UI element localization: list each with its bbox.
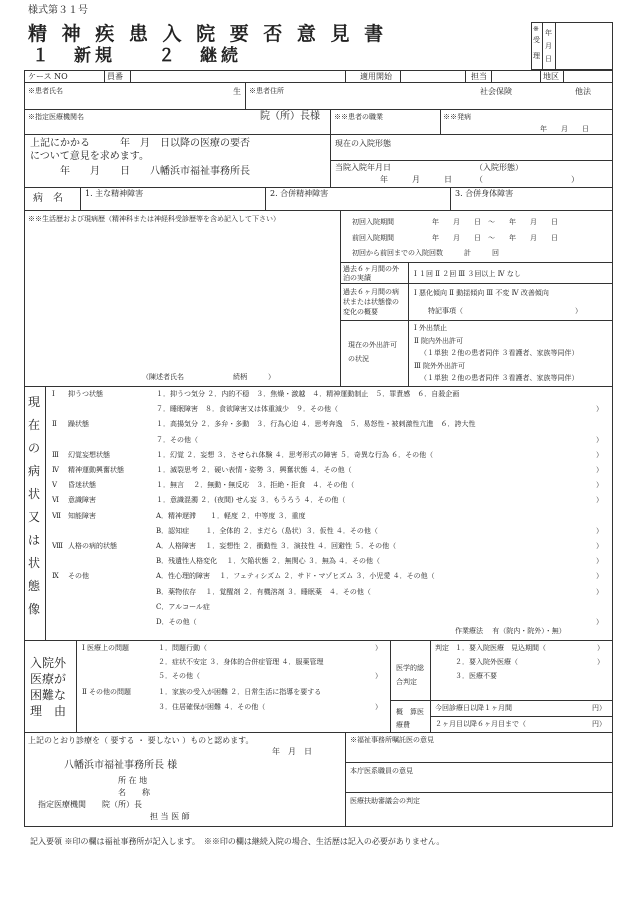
stay6-label: 過去６ヶ月間の外泊の実績: [343, 265, 399, 282]
current-admission-form: 現在の入院形態: [335, 139, 391, 148]
condition-category: 躁状態: [68, 420, 89, 428]
condition-number: Ⅰ: [52, 390, 55, 398]
condition-number: Ⅸ: [52, 572, 59, 580]
social-insurance-label: 社会保険: [480, 87, 512, 96]
condition-category: 知能障害: [68, 512, 96, 520]
council-judgement: 医療扶助審議会の判定: [350, 797, 420, 805]
history-label: ※※生活歴および現病歴（精神科または神経科受診歴等を含め記入して下さい）: [28, 215, 280, 223]
need-label-line: 入院外: [30, 656, 67, 670]
director-label: 院（所）長様: [260, 111, 320, 122]
judgement-opt-2-close: ）: [597, 658, 604, 666]
condition-category: 昏迷状態: [68, 481, 96, 489]
doctor-label: 担 当 医 師: [150, 812, 190, 821]
condition-number: Ⅲ: [52, 451, 59, 459]
condition-items: １．意識混濁 ２．(夜間) せん妄 ３．もうろう ４．その他（: [156, 496, 346, 504]
admission-form-paren: （ ）: [475, 175, 579, 184]
condition-close-paren: ）: [596, 557, 603, 565]
condition-items: A．性心理的障害 １．フェティシズム ２．サド・マゾヒズム ３．小児愛 ４．その他（: [156, 572, 435, 580]
receipt-box: [531, 22, 613, 70]
medical-opt-3: ５．その他（: [158, 672, 200, 680]
case-no-label: ケース NO: [28, 72, 68, 81]
hospital-label: ※指定医療機関名: [28, 113, 84, 121]
condition-close-paren: ）: [596, 618, 603, 626]
side-char: の: [28, 441, 41, 455]
condition-number: Ⅳ: [52, 466, 59, 474]
condition-category: 幻覚妄想状態: [68, 451, 110, 459]
judgement-opt-1: １．要入院医療 見込期間（: [455, 644, 546, 652]
addressee: 八幡浜市福祉事務所長 様: [64, 760, 178, 771]
medical-opt-1-close: ）: [375, 644, 382, 652]
condition-items: A．精神遅滞 １．軽度 ２．中等度 ３．重度: [156, 512, 306, 520]
outing-opt-2-detail: （１単独 ２他の患者同伴 ３看護者、家族等同伴）: [420, 349, 579, 357]
condition-close-paren: ）: [596, 481, 603, 489]
condition-number: Ⅱ: [52, 420, 57, 428]
comorbid-physical-label: 3. 合併身体障害: [455, 189, 514, 198]
condition-items: １．高揚気分 ２．多弁・多動 ３．行為心迫 ４．思考奔逸 ５．易怒性・被刺激性亢進 ６．誇大性: [156, 420, 476, 428]
apply-start-label: 適用開始: [360, 72, 392, 81]
diagnosis-statement: 上記のとおり診療を（ 要する ・ 要しない ）ものと認めます。: [28, 736, 254, 745]
address-label: 所 在 地: [118, 776, 148, 785]
first-admission-period: 年 月 日 〜 年 月 日: [432, 218, 558, 226]
condition-items: １．抑うつ気分 ２．内的不穏 ３．焦燥・激越 ４．精神運動制止 ５．罪責感 ６．自殺企画: [156, 390, 460, 398]
condition-items: １．無言 ２．無動・無反応 ３．拒絶・拒食 ４．その他（: [156, 481, 355, 489]
condition-close-paren: ）: [596, 572, 603, 580]
institution-label: 指定医療機関 院（所）長: [38, 800, 142, 809]
form-subtitle: １ 新規 ２ 継続: [32, 46, 242, 66]
need-label-line: 理 由: [30, 704, 67, 718]
side-char: 像: [28, 602, 41, 616]
side-char: 病: [28, 464, 41, 478]
side-char: 現: [28, 395, 41, 409]
receipt-mark: ※: [533, 25, 539, 33]
admission-ymd: 年 月 日: [380, 175, 452, 184]
special-notes: 特記事項（ ）: [428, 307, 582, 315]
cost-1-month: 今回診療日以降１ヶ月間: [435, 704, 512, 712]
condition-close-paren: ）: [596, 466, 603, 474]
prev-admission-period: 年 月 日 〜 年 月 日: [432, 234, 558, 242]
charge-label: 担当: [471, 72, 487, 81]
condition-items: １．幻覚 ２．妄想 ３．させられ体験 ４．思考形式の障害 ５．奇異な行為 ６．その他（: [156, 451, 434, 459]
onset-label: ※※発病: [443, 113, 471, 121]
disease-label: 病 名: [33, 193, 63, 204]
stay6-options: Ⅰ １回 Ⅱ ２回 Ⅲ ３回以上 Ⅳ なし: [414, 270, 521, 278]
cost-2-6-month: ２ヶ月目以降６ヶ月目まで（: [435, 720, 526, 728]
outing-label: 現在の外出許可の状況: [348, 341, 397, 363]
born-label: 生: [233, 87, 241, 96]
condition-items: ７．睡眠障害 ８．食欲障害又は体重減少 ９．その他（: [156, 405, 338, 413]
condition-number: Ⅵ: [52, 496, 60, 504]
consultant-opinion: ※福祉事務所嘱託医の意見: [350, 736, 434, 744]
condition-number: Ⅶ: [52, 512, 62, 520]
side-char: は: [28, 533, 41, 547]
main-disorder-label: 1. 主な精神障害: [85, 189, 144, 198]
office-staff-opinion: 本庁医系職員の意見: [350, 767, 413, 775]
current-condition-side-label: [28, 396, 42, 626]
statement-date: 年 月 日: [272, 747, 312, 756]
outing-opt-3-detail: （１単独 ２他の患者同伴 ３看護者、家族等同伴）: [420, 374, 579, 382]
admission-form-label: （入院形態）: [475, 163, 523, 172]
occupational-therapy: 作業療法 有（院内・院外）・無）: [455, 627, 566, 635]
district-label: 地区: [543, 72, 559, 81]
condition-items: B．残遺性人格変化 １．欠陥状態 ２．無関心 ３．無為 ４．その他（: [156, 557, 381, 565]
condition-items: A．人格障害 １．妄想性 ２．衝動性 ３．演技性 ４．回避性 ５．その他（: [156, 542, 397, 550]
side-char: 又: [28, 510, 41, 524]
condition-number: Ⅷ: [52, 542, 64, 550]
condition-category: 意識障害: [68, 496, 96, 504]
other-opt-1: １．家族の受入が困難 ２．日常生活に指導を要する: [158, 688, 322, 696]
condition-category: 精神運動興奮状態: [68, 466, 124, 474]
condition-close-paren: ）: [596, 405, 603, 413]
condition-items: ７．その他（: [156, 436, 198, 444]
condition-items: B．薬物依存 １．覚醒剤 ２．有機溶剤 ３．睡眠薬 ４．その他（: [156, 588, 371, 596]
side-char: 態: [28, 579, 41, 593]
change6-label: 過去６ヶ月間の病状または状態像の変化の概要: [343, 288, 399, 316]
cost-1-yen: 円）: [592, 704, 606, 712]
patient-name-label: ※患者氏名: [28, 87, 63, 95]
other-law-label: 他法: [575, 87, 591, 96]
other-opt-2-close: ）: [375, 703, 382, 711]
need-label-line: 医療が: [30, 672, 67, 686]
change6-options: Ⅰ 悪化傾向 Ⅱ 動揺傾向 Ⅲ 不変 Ⅳ 改善傾向: [414, 289, 549, 297]
request-line-1: 上記にかかる 年 月 日以降の医療の要否: [30, 138, 250, 149]
judgement-opt-3: ３．医療不要: [455, 672, 497, 680]
condition-close-paren: ）: [596, 451, 603, 459]
cost-2-yen: 円）: [592, 720, 606, 728]
comorbid-mental-label: 2. 合併精神障害: [270, 189, 329, 198]
condition-close-paren: ）: [596, 588, 603, 596]
condition-items: B．認知症 １．全体的 ２．まだら（島状）３．仮性 ４．その他（: [156, 527, 378, 535]
onset-date: 年 月 日: [540, 125, 589, 133]
receipt-label-2: 理: [533, 52, 540, 60]
admission-count: 初回から前回までの入院回数 計 回: [352, 249, 499, 257]
other-opt-2: ３．住居確保が困難 ４．その他（: [158, 703, 266, 711]
outing-opt-3: Ⅲ 院外外出許可: [414, 362, 465, 370]
condition-close-paren: ）: [596, 496, 603, 504]
request-line-2: について意見を求めます。: [30, 151, 149, 162]
cost-label: 概 算医療費: [396, 708, 424, 729]
condition-items: １．滅裂思考 ２．硬い表情・姿勢 ３．興奮状態 ４．その他（: [156, 466, 352, 474]
patient-address-label: ※患者住所: [249, 87, 284, 95]
medical-opt-3-close: ）: [375, 672, 382, 680]
condition-items: D．その他（: [156, 618, 197, 626]
medical-opt-2: ２．症状不安定 ３．身体的合併症管理 ４．服薬管理: [158, 658, 324, 666]
medical-problem-label: Ⅰ 医療上の問題: [82, 644, 129, 652]
condition-number: Ⅴ: [52, 481, 58, 489]
narrator-label: （陳述者氏名 続柄 ）: [142, 373, 275, 381]
judgement-label: 判定: [435, 644, 449, 652]
request-line-3: 年 月 日 八幡浜市福祉事務所長: [60, 166, 250, 177]
outing-opt-2: Ⅱ 院内外出許可: [414, 337, 463, 345]
side-char: 在: [28, 418, 41, 432]
form-title: 精 神 疾 患 入 院 要 否 意 見 書: [28, 23, 388, 45]
admission-date-label: 当院入院年月日: [335, 163, 391, 172]
name-label: 名 称: [118, 788, 150, 797]
receipt-day: 日: [545, 55, 552, 63]
receipt-label-1: 受: [533, 36, 540, 44]
other-problem-label: Ⅱ その他の問題: [82, 688, 131, 696]
prev-admission-label: 前回入院期間: [352, 234, 394, 242]
need-label-line: 困難な: [30, 688, 67, 702]
instructions-note: 記入要領 ※印の欄は福祉事務所が記入します。 ※※印の欄は継続入院の場合、生活歴は記入の必要がありません。: [30, 837, 445, 846]
condition-close-paren: ）: [596, 436, 603, 444]
outing-opt-1: Ⅰ 外出禁止: [414, 324, 447, 332]
member-no-label: 員番: [107, 72, 123, 81]
occupation-label: ※※患者の職業: [334, 113, 383, 121]
condition-close-paren: ）: [596, 542, 603, 550]
side-char: 状: [28, 487, 41, 501]
condition-category: その他: [68, 572, 89, 580]
medical-opt-1: １．問題行動（: [158, 644, 207, 652]
side-char: 状: [28, 556, 41, 570]
judgement-opt-1-close: ）: [597, 644, 604, 652]
first-admission-label: 初回入院期間: [352, 218, 394, 226]
medical-judgement-label: 医学的総合判定: [396, 664, 424, 686]
condition-close-paren: ）: [596, 527, 603, 535]
condition-category: 人格の病的状態: [68, 542, 117, 550]
receipt-year: 年: [545, 29, 552, 37]
need-reason-label: [30, 655, 74, 719]
form-number: 様式第３１号: [28, 5, 88, 16]
judgement-opt-2: ２．要入院外医療（: [455, 658, 518, 666]
condition-category: 抑うつ状態: [68, 390, 103, 398]
receipt-month: 月: [545, 42, 552, 50]
condition-items: C．アルコール症: [156, 603, 210, 611]
